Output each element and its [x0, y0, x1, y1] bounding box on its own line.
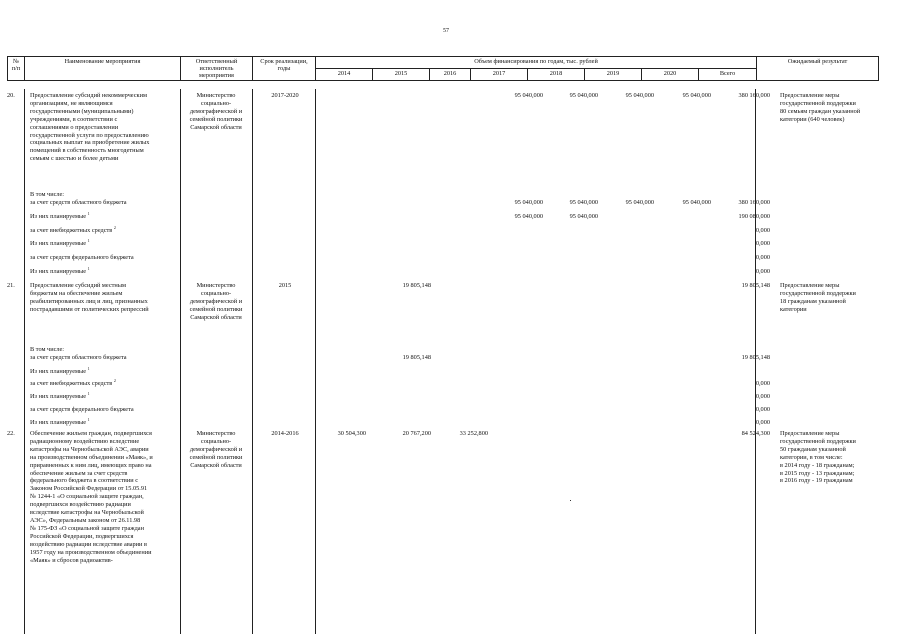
- funding-value: 95 040,000: [682, 92, 711, 99]
- breakdown-value: 19 805,148: [402, 353, 431, 361]
- breakdown-value: 95 040,000: [514, 213, 543, 220]
- funding-source-label: [30, 390, 90, 401]
- footnote-marker: 1: [87, 390, 90, 396]
- breakdown-value: 0,000: [755, 406, 770, 413]
- header-year: 2016: [430, 69, 471, 81]
- funding-value: 84 524,300: [741, 430, 770, 437]
- responsible-executor: Министерство социально- демографической и семейной политики Самарской области: [189, 282, 243, 321]
- breakdown-value: 190 080,000: [738, 213, 770, 220]
- funding-source-text: за счет средств федерального бюджета: [30, 406, 134, 413]
- expected-result: Предоставление меры государственной поддержки 80 семьям граждан указанной категории (640 человек): [780, 92, 861, 123]
- activity-name: Обеспечение жильем граждан, подвергшихся радиационному воздействию вследствие катастрофы на Чернобыльской АЭС, аварии на производственном объединении «Маяк», и приравненных к ним лиц, имеющих право на обеспечение жильем за счет средств федерального бюджета в соответствии с Законом Российской Федерации от 15.05.91 № 1244-1 «О социальной защите граждан, подвергшихся воздействию радиации вследствие катастрофы на Чернобыльской АЭС», Федеральным законом от 26.11.98 № 175-ФЗ «О социальной защите граждан Российской Федерации, подвергшихся воздействию радиации вследствие аварии в 1957 году на производственном объединении «Маяк» и сбросов радиоактив-: [30, 430, 153, 564]
- column-divider: [315, 89, 316, 634]
- funding-value: 19 805,148: [402, 282, 431, 289]
- funding-source-text: Из них планируемые: [30, 213, 87, 220]
- implementation-term: 2015: [278, 282, 292, 289]
- speck: [570, 500, 571, 501]
- funding-value: 33 252,800: [459, 430, 488, 437]
- funding-value: 95 040,000: [514, 92, 543, 99]
- funding-source-label: [30, 365, 90, 376]
- header-num: № п/п: [8, 57, 25, 81]
- row-number: 21.: [7, 282, 15, 289]
- breakdown-value: 0,000: [755, 393, 770, 400]
- funding-source-label: [30, 416, 90, 427]
- footnote-marker: 1: [87, 210, 90, 216]
- breakdown-value: 0,000: [755, 240, 770, 247]
- breakdown-value: 95 040,000: [514, 198, 543, 206]
- funding-source-text: за счет средств федерального бюджета: [30, 254, 134, 261]
- funding-source-text: Из них планируемые: [30, 393, 87, 400]
- funding-source-label: [30, 265, 90, 276]
- breakdown-value: 0,000: [755, 254, 770, 261]
- column-divider: [180, 89, 181, 634]
- breakdown-value: 95 040,000: [569, 198, 598, 206]
- table-header: [7, 56, 879, 81]
- funding-source-text: Из них планируемые: [30, 419, 87, 426]
- funding-source-text: за счет внебюджетных средств: [30, 380, 113, 387]
- funding-value: 30 504,300: [337, 430, 366, 437]
- funding-source-label: [30, 191, 127, 207]
- breakdown-value: 0,000: [755, 268, 770, 275]
- funding-value: 380 160,000: [738, 92, 770, 99]
- header-term: Срок реализации, годы: [253, 57, 316, 81]
- funding-source-label: [30, 237, 90, 248]
- funding-source-text: В том числе: за счет средств областного бюджета: [30, 191, 127, 206]
- funding-value: 95 040,000: [569, 92, 598, 99]
- header-funding: Объем финансирования по годам, тыс. рублей: [316, 57, 757, 69]
- page-number: 57: [443, 28, 449, 34]
- row-number: 20.: [7, 92, 15, 99]
- funding-value: 19 805,148: [741, 282, 770, 289]
- responsible-executor: Министерство социально- демографической и семейной политики Самарской области: [189, 430, 243, 469]
- header-year: 2015: [373, 69, 430, 81]
- footnote-marker: 1: [87, 237, 90, 243]
- breakdown-value: 19 805,148: [741, 353, 770, 361]
- expected-result: Предоставление меры государственной поддержки 18 гражданам указанной категории: [780, 282, 856, 313]
- header-year: 2017: [471, 69, 528, 81]
- header-year: 2014: [316, 69, 373, 81]
- column-divider: [252, 89, 253, 634]
- funding-source-text: Из них планируемые: [30, 268, 87, 275]
- funding-source-text: Из них планируемые: [30, 240, 87, 247]
- footnote-marker: 2: [113, 377, 116, 383]
- breakdown-value: 380 160,000: [738, 198, 770, 206]
- header-result: Ожидаемый результат: [757, 57, 879, 81]
- breakdown-value: 95 040,000: [682, 198, 711, 206]
- expected-result: Предоставление меры государственной поддержки 50 гражданам указанной категории, в том числе: в 2014 году - 18 гражданам; в 2015 году - 13 гражданам; в 2016 году - 19 гражданам: [780, 430, 856, 485]
- footnote-marker: 1: [87, 265, 90, 271]
- breakdown-value: 95 040,000: [569, 213, 598, 220]
- header-executor: Ответственный исполнитель мероприятия: [181, 57, 253, 81]
- header-year: 2020: [642, 69, 699, 81]
- footnote-marker: 1: [87, 365, 90, 371]
- breakdown-value: 95 040,000: [625, 198, 654, 206]
- row-number: 22.: [7, 430, 15, 437]
- header-year: 2019: [585, 69, 642, 81]
- funding-source-label: [30, 377, 116, 388]
- funding-source-label: [30, 224, 116, 235]
- header-total: Всего: [699, 69, 757, 81]
- activity-name: Предоставление субсидий местным бюджетам на обеспечение жильем реабилитированных лиц и лиц, признанных пострадавшими от политических репрессий: [30, 282, 149, 313]
- column-divider: [24, 89, 25, 634]
- funding-source-label: [30, 254, 134, 262]
- footnote-marker: 2: [113, 224, 116, 230]
- funding-source-label: [30, 346, 127, 362]
- funding-value: 95 040,000: [625, 92, 654, 99]
- breakdown-value: 0,000: [755, 380, 770, 387]
- activity-name: Предоставление субсидий некоммерческим организациям, не являющимся государственными (муниципальными) учреждениями, в соответствии с соглашениями о предоставлении государственной услуги по предоставлению социальных выплат на приобретение жилых помещений в собственность многодетным семьям с шестью и более детьми: [30, 92, 150, 163]
- funding-source-text: Из них планируемые: [30, 368, 87, 375]
- funding-source-label: [30, 406, 134, 414]
- breakdown-value: 0,000: [755, 419, 770, 426]
- funding-source-text: В том числе: за счет средств областного бюджета: [30, 346, 127, 361]
- responsible-executor: Министерство социально- демографической и семейной политики Самарской области: [189, 92, 243, 131]
- funding-source-label: [30, 210, 90, 221]
- footnote-marker: 1: [87, 416, 90, 422]
- implementation-term: 2017-2020: [271, 92, 299, 99]
- header-year: 2018: [528, 69, 585, 81]
- breakdown-value: 0,000: [755, 227, 770, 234]
- implementation-term: 2014-2016: [271, 430, 299, 437]
- funding-value: 20 767,200: [402, 430, 431, 437]
- header-name: Наименование мероприятия: [25, 57, 181, 81]
- funding-source-text: за счет внебюджетных средств: [30, 227, 113, 234]
